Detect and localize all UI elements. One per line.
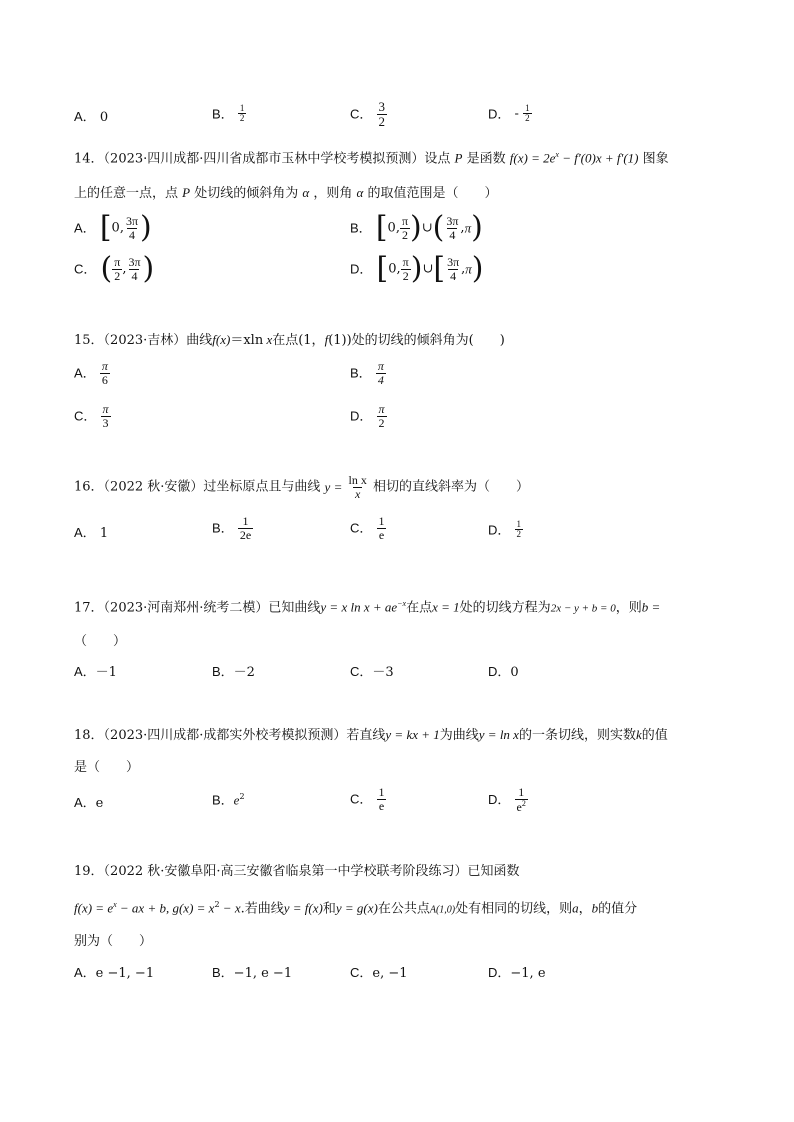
fraction: $\frac{3\pi}{4}$ xyxy=(446,213,459,242)
q16-option-c: C． $\frac{1}{e}$ xyxy=(350,514,385,542)
fraction: $\frac{1}{2}$ xyxy=(525,103,530,124)
q15-option-d: D． $\frac{\pi}{2}$ xyxy=(350,402,385,430)
q19-stem-line1: 19．（2022 秋·安徽阜阳·高三安徽省临泉第一中学校联考阶段练习）已知函数 xyxy=(74,864,520,879)
q19-stem-line3: 别为（ ） xyxy=(74,934,153,949)
q17-option-d: D．0 xyxy=(488,664,519,680)
q14-option-b: B． [0, $\frac{\pi}{2}$ )∪( $\frac{3\pi}{4}$ ,π) xyxy=(350,210,483,245)
q14-option-c: C． ( $\frac{\pi}{2}$ , $\frac{3\pi}{4}$ ) xyxy=(74,251,155,286)
fraction: $\frac{3\pi}{4}$ xyxy=(128,254,141,283)
fraction: $\frac{\pi}{2}$ xyxy=(378,402,385,430)
q16-option-d: D． $\frac{1}{2}$ xyxy=(488,519,522,540)
q15-option-a: A． $\frac{\pi}{6}$ xyxy=(74,359,108,387)
q13-option-a: A． 0 xyxy=(74,109,109,125)
fraction: $\frac{\pi}{2}$ xyxy=(114,254,121,283)
q18-option-c: C． $\frac{1}{e}$ xyxy=(350,785,385,813)
q19-option-b: B．−1, e −1 xyxy=(212,965,293,981)
q17-option-b: B．－2 xyxy=(212,664,255,680)
fraction: $\frac{\text{ln x}}{x}$ xyxy=(348,473,367,501)
q14-stem-line2: 上的任意一点，点 P 处切线的倾斜角为 α ，则角 α 的取值范围是（ ） xyxy=(74,185,498,201)
q16-option-a: A． 1 xyxy=(74,525,109,541)
q18-option-d: D． $\frac{1}{e^2}$ xyxy=(488,785,526,814)
q18-option-b: B．$e^2$ xyxy=(212,792,245,808)
fraction: $\frac{\pi}{2}$ xyxy=(402,254,409,283)
q19-stem-line2: $f(x) = e^x$ − ax + b, $g(x) = x^2 - x$.若曲线y = f(x)和y = g(x)在公共点A(1,0)处有相同的切线，则a，b的值分 xyxy=(74,900,638,917)
fraction: $\frac{3\pi}{4}$ xyxy=(125,213,139,242)
q15-option-b: B． $\frac{\pi}{4}$ xyxy=(350,359,384,387)
q18-stem-line1: 18．（2023·四川成都·成都实外校考模拟预测）若直线y = kx + 1为曲线y = ln x的一条切线，则实数k的值 xyxy=(74,727,668,743)
fraction: $\frac{3}{2}$ xyxy=(378,99,386,129)
q18-stem-line2: 是（ ） xyxy=(74,760,140,775)
q17-stem-line2: （ ） xyxy=(74,634,127,649)
q13-option-d: D． - $\frac{1}{2}$ xyxy=(488,103,530,124)
q14-option-a: A． [0, $\frac{3\pi}{4}$ ) xyxy=(74,210,152,245)
fraction: $\frac{\pi}{6}$ xyxy=(101,359,108,387)
q17-stem-line1: 17．（2023·河南郑州·统考二模）已知曲线y = x $\ln x + ae^{-x}$在点x = 1处的切线方程为2x − y + b = 0，则b = xyxy=(74,599,661,616)
q15-option-c: C． $\frac{\pi}{3}$ xyxy=(74,402,109,430)
q14-stem-line1: 14．（2023·四川成都·四川省成都市玉林中学校考模拟预测）设点 P 是函数 $f(x) = 2e^x - f'(0)x + f'(1)$ 图象 xyxy=(74,150,669,167)
q18-option-a: A．e xyxy=(74,795,104,811)
fraction: $\frac{\pi}{3}$ xyxy=(102,402,109,430)
q15-stem: 15．（2023·吉林）曲线f(x)＝xln x在点(1，f(1))处的切线的倾斜角为( ) xyxy=(74,332,505,348)
q13-option-c: C． $\frac{3}{2}$ xyxy=(350,99,386,129)
fraction: $\frac{\pi}{2}$ xyxy=(401,213,409,242)
q13-option-b: B． $\frac{1}{2}$ xyxy=(212,103,245,124)
q19-option-c: C．e, −1 xyxy=(350,965,408,981)
fraction: $\frac{\pi}{4}$ xyxy=(377,359,384,387)
q19-option-d: D．−1, e xyxy=(488,965,546,981)
fraction: $\frac{1}{2}$ xyxy=(516,519,522,540)
q16-stem: 16．（2022 秋·安徽）过坐标原点且与曲线 y = $\frac{\text{ln x}}{x}$ 相切的直线斜率为（ ） xyxy=(74,473,529,501)
fraction: $\frac{1}{e^2}$ xyxy=(516,785,526,814)
fraction: $\frac{1}{2e}$ xyxy=(239,514,252,542)
fraction: $\frac{3\pi}{4}$ xyxy=(447,254,460,283)
fraction: $\frac{1}{2}$ xyxy=(239,103,245,124)
q16-option-b: B． $\frac{1}{2e}$ xyxy=(212,514,252,542)
q14-option-d: D． [0, $\frac{\pi}{2}$ )∪[ $\frac{3\pi}{4}$ ,π) xyxy=(350,251,484,286)
q17-option-a: A．－1 xyxy=(74,664,117,680)
q17-option-c: C．－3 xyxy=(350,664,394,680)
fraction: $\frac{1}{e}$ xyxy=(378,514,385,542)
fraction: $\frac{1}{e}$ xyxy=(378,785,385,813)
q19-option-a: A．e −1, −1 xyxy=(74,965,155,981)
